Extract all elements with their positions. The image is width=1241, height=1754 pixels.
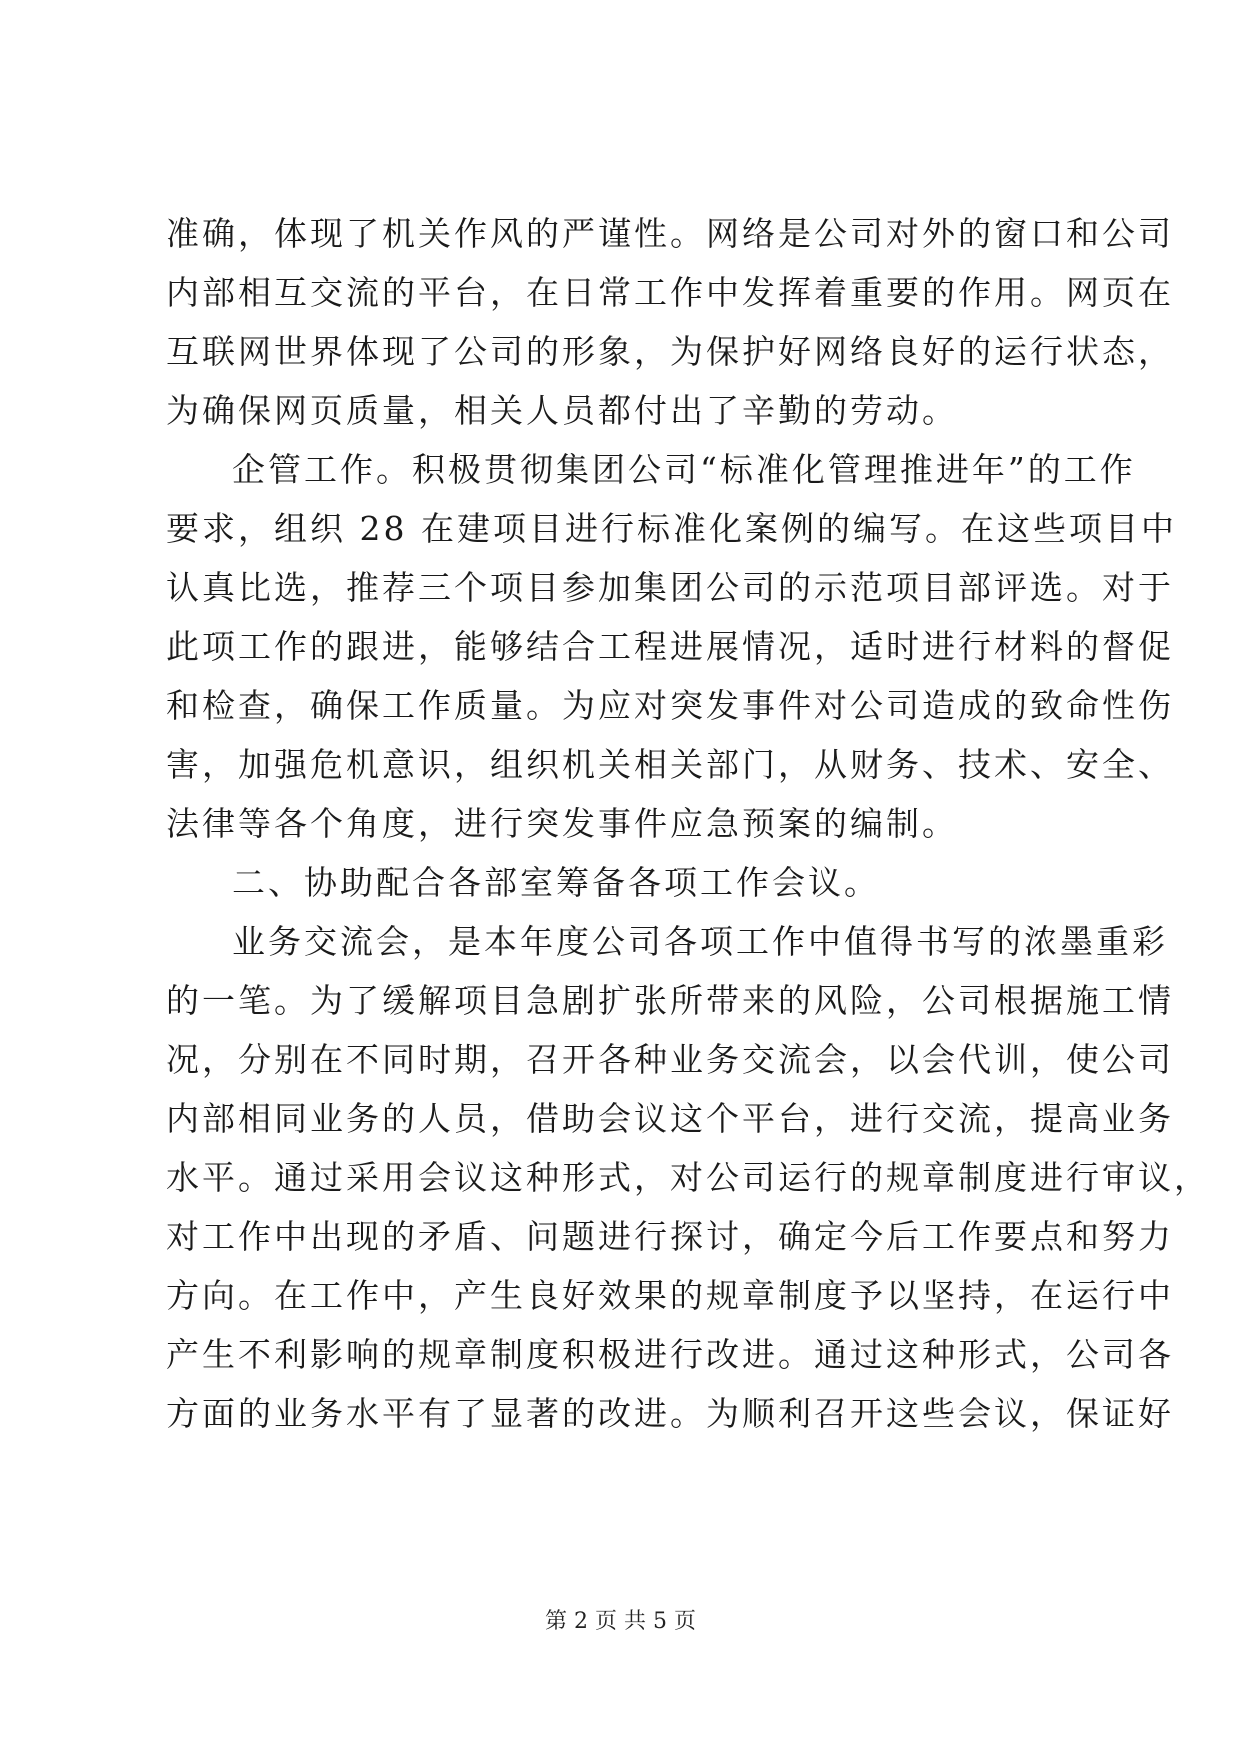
page-footer: 第 2 页 共 5 页 xyxy=(545,1609,696,1634)
text-line: 此项工作的跟进，能够结合工程进展情况，适时进行材料的督促 xyxy=(166,627,1174,666)
text-line: 法律等各个角度，进行突发事件应急预案的编制。 xyxy=(166,804,958,843)
text-line: 认真比选，推荐三个项目参加集团公司的示范项目部评选。对于 xyxy=(166,568,1174,607)
text-line: 互联网世界体现了公司的形象，为保护好网络良好的运行状态， xyxy=(166,332,1174,371)
text-line: 水平。通过采用会议这种形式，对公司运行的规章制度进行审议， xyxy=(166,1158,1210,1197)
text-line: 要求，组织 28 在建项目进行标准化案例的编写。在这些项目中 xyxy=(166,509,1177,548)
text-line: 内部相互交流的平台，在日常工作中发挥着重要的作用。网页在 xyxy=(166,273,1174,312)
section-heading-line: 二、协助配合各部室筹备各项工作会议。 xyxy=(232,863,880,902)
text-line: 和检查，确保工作质量。为应对突发事件对公司造成的致命性伤 xyxy=(166,686,1174,725)
text-line: 的一笔。为了缓解项目急剧扩张所带来的风险，公司根据施工情 xyxy=(166,981,1174,1020)
text-line: 方面的业务水平有了显著的改进。为顺利召开这些会议，保证好 xyxy=(166,1394,1174,1433)
text-line: 方向。在工作中，产生良好效果的规章制度予以坚持，在运行中 xyxy=(166,1276,1174,1315)
text-line: 害，加强危机意识，组织机关相关部门，从财务、技术、安全、 xyxy=(166,745,1174,784)
paragraph-start-line: 业务交流会，是本年度公司各项工作中值得书写的浓墨重彩 xyxy=(232,922,1168,961)
paragraph-start-line: 企管工作。积极贯彻集团公司“标准化管理推进年”的工作 xyxy=(232,450,1136,489)
text-line: 对工作中出现的矛盾、问题进行探讨，确定今后工作要点和努力 xyxy=(166,1217,1174,1256)
text-line: 为确保网页质量，相关人员都付出了辛勤的劳动。 xyxy=(166,391,958,430)
text-line: 准确，体现了机关作风的严谨性。网络是公司对外的窗口和公司 xyxy=(166,214,1174,253)
text-line: 况，分别在不同时期，召开各种业务交流会，以会代训，使公司 xyxy=(166,1040,1174,1079)
text-line: 产生不利影响的规章制度积极进行改进。通过这种形式，公司各 xyxy=(166,1335,1174,1374)
text-line: 内部相同业务的人员，借助会议这个平台，进行交流，提高业务 xyxy=(166,1099,1174,1138)
